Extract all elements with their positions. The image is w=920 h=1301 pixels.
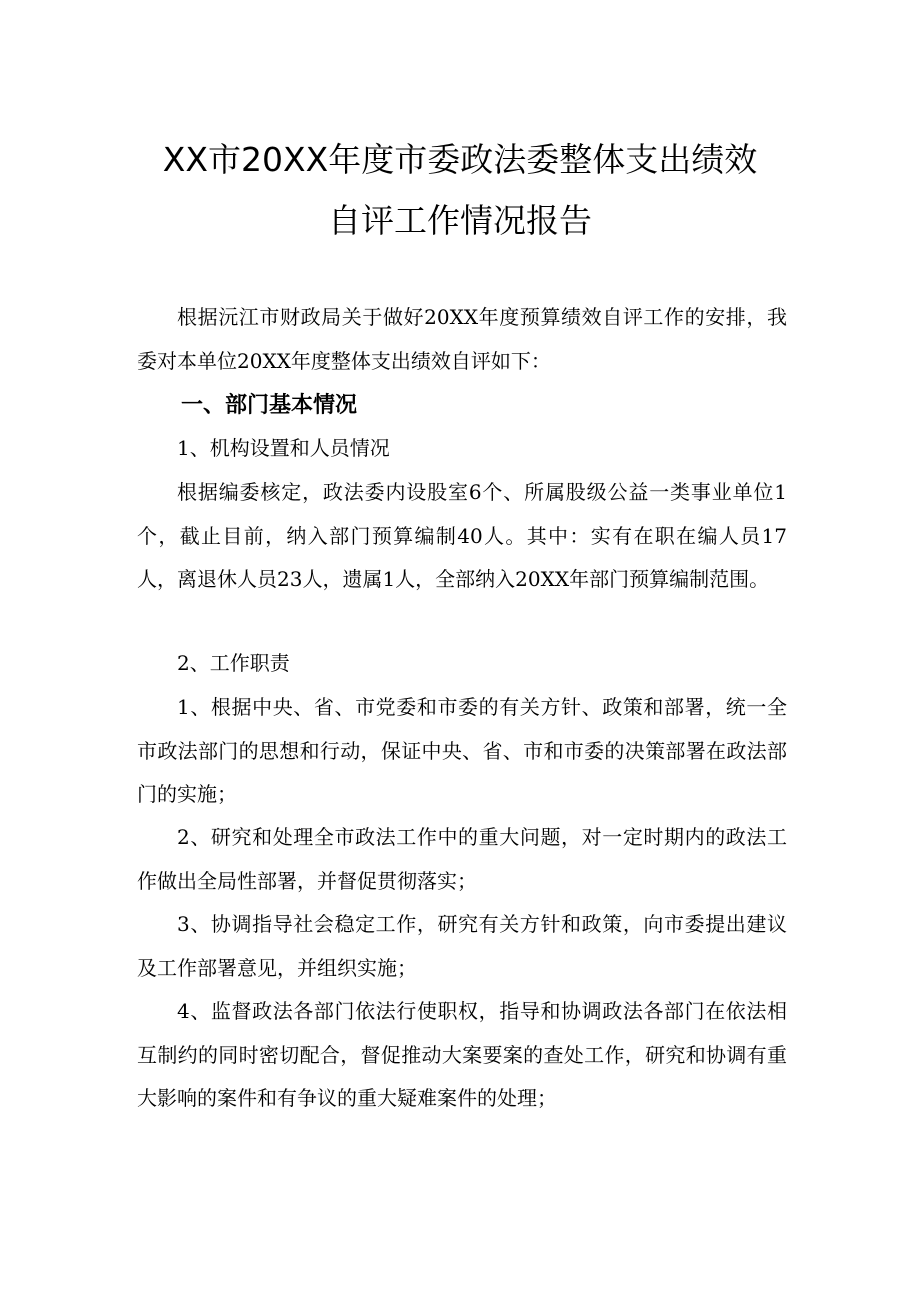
subsection-heading-organization: 1、机构设置和人员情况 (177, 436, 390, 460)
document-title-line-1: XX市20XX年度市委政法委整体支出绩效 (162, 140, 758, 179)
duty-item-4: 4、监督政法各部门依法行使职权，指导和协调政法各部门在依法相互制约的同时密切配合，督促推动大案要案的查处工作，研究和协调有重大影响的案件和有争议的重大疑难案件的处理； (137, 999, 787, 1110)
duty-item-2: 2、研究和处理全市政法工作中的重大问题，对一定时期内的政法工作做出全局性部署，并督促贯彻落实； (137, 825, 787, 893)
duty-item-3: 3、协调指导社会稳定工作，研究有关方针和政策，向市委提出建议及工作部署意见，并组织实施； (137, 912, 787, 980)
intro-paragraph: 根据沅江市财政局关于做好20XX年度预算绩效自评工作的安排，我委对本单位20XX年度整体支出绩效自评如下： (137, 305, 787, 373)
section-heading-basic-info: 一、部门基本情况 (181, 393, 358, 418)
subsection-heading-duties: 2、工作职责 (177, 651, 290, 675)
document-title-line-2: 自评工作情况报告 (328, 201, 592, 240)
duty-item-1: 1、根据中央、省、市党委和市委的有关方针、政策和部署，统一全市政法部门的思想和行动，保证中央、省、市和市委的决策部署在政法部门的实施； (137, 695, 787, 806)
organization-paragraph: 根据编委核定，政法委内设股室6个、所属股级公益一类事业单位1个，截止目前，纳入部门预算编制40人。其中：实有在职在编人员17人，离退休人员23人，遗属1人，全部纳入20XX年部门预算编制范围。 (137, 480, 787, 591)
